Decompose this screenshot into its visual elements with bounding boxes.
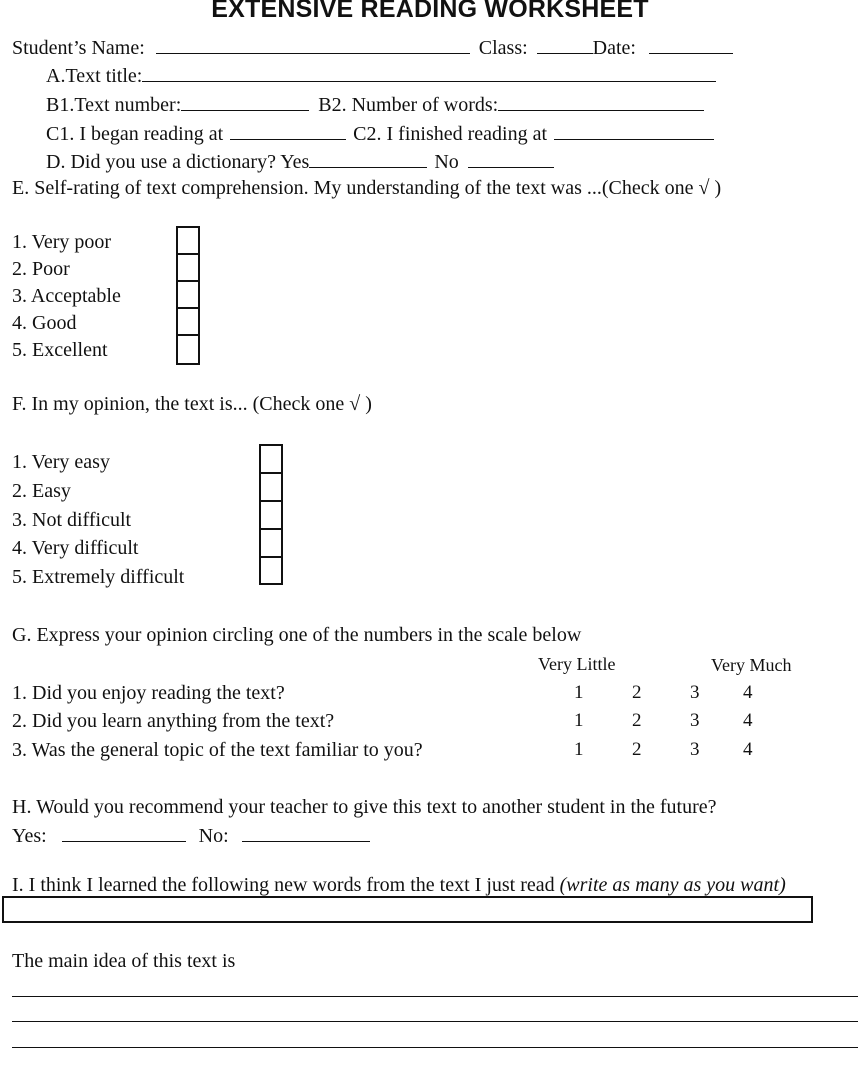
comprehension-checkbox[interactable] (176, 280, 200, 309)
began-reading-field[interactable] (230, 121, 346, 140)
section-i-prompt (12, 875, 786, 895)
recommend-yes-field[interactable] (62, 823, 186, 842)
date-label: Date: (592, 37, 636, 59)
text-number-row (46, 92, 704, 115)
recommend-no-field[interactable] (242, 823, 370, 842)
scale-number[interactable]: 4 (743, 710, 753, 731)
recommend-row (12, 823, 370, 846)
comprehension-checkbox[interactable] (176, 334, 200, 365)
recommend-no-label: No: (198, 825, 229, 847)
scale-high-label: Very Much (711, 655, 792, 675)
scale-number[interactable]: 4 (743, 739, 753, 760)
scale-number[interactable]: 1 (574, 739, 584, 760)
class-label: Class: (478, 37, 528, 59)
date-field[interactable] (649, 35, 733, 54)
difficulty-checkbox[interactable] (259, 556, 283, 585)
scale-number[interactable]: 1 (574, 682, 584, 703)
comprehension-option: 1. Very poor (12, 231, 112, 253)
opinion-question: 1. Did you enjoy reading the text? (12, 682, 285, 704)
dictionary-yes-label: D. Did you use a dictionary? Yes (46, 151, 310, 173)
difficulty-option: 4. Very difficult (12, 537, 139, 559)
scale-number[interactable]: 1 (574, 710, 584, 731)
dictionary-row (46, 149, 554, 172)
scale-number[interactable]: 2 (632, 682, 642, 703)
finished-reading-field[interactable] (554, 121, 714, 140)
scale-number[interactable]: 3 (690, 682, 700, 703)
student-info-row (12, 35, 733, 58)
text-number-field[interactable] (181, 92, 309, 111)
student-name-field[interactable] (156, 35, 470, 54)
comprehension-option: 3. Acceptable (12, 285, 121, 307)
class-field[interactable] (537, 35, 593, 54)
dictionary-yes-field[interactable] (309, 149, 427, 168)
word-count-field[interactable] (498, 92, 704, 111)
difficulty-checkbox[interactable] (259, 528, 283, 558)
text-title-row (46, 63, 716, 86)
section-h-question: H. Would you recommend your teacher to give this text to another student in the future? (12, 796, 717, 818)
new-words-input[interactable] (2, 896, 813, 923)
scale-low-label: Very Little (538, 654, 616, 674)
difficulty-option: 3. Not difficult (12, 509, 132, 531)
new-words-prompt: I. I think I learned the following new words from the text I just read (12, 874, 555, 896)
comprehension-checkbox[interactable] (176, 307, 200, 336)
word-count-label: B2. Number of words: (318, 94, 499, 116)
section-e-heading: E. Self-rating of text comprehension. My understanding of the text was ...(Check one √ ) (12, 177, 722, 199)
scale-number[interactable]: 2 (632, 739, 642, 760)
scale-number[interactable]: 3 (690, 739, 700, 760)
main-idea-line[interactable] (12, 1047, 858, 1048)
scale-number[interactable]: 3 (690, 710, 700, 731)
section-g-heading: G. Express your opinion circling one of the numbers in the scale below (12, 624, 582, 646)
difficulty-checkbox[interactable] (259, 444, 283, 474)
difficulty-option: 5. Extremely difficult (12, 566, 185, 588)
difficulty-checkbox[interactable] (259, 472, 283, 502)
difficulty-checkbox[interactable] (259, 500, 283, 530)
began-reading-label: C1. I began reading at (46, 123, 224, 145)
main-idea-line[interactable] (12, 996, 858, 997)
comprehension-option: 4. Good (12, 312, 77, 334)
scale-number[interactable]: 2 (632, 710, 642, 731)
difficulty-option: 2. Easy (12, 480, 71, 502)
text-title-field[interactable] (142, 63, 716, 82)
student-name-label: Student’s Name: (12, 37, 145, 59)
comprehension-option: 5. Excellent (12, 339, 108, 361)
dictionary-no-label: No (434, 151, 459, 173)
dictionary-no-field[interactable] (468, 149, 554, 168)
text-number-label: B1.Text number: (46, 94, 182, 116)
recommend-yes-label: Yes: (12, 825, 47, 847)
text-title-label: A.Text title: (46, 65, 143, 87)
opinion-question: 2. Did you learn anything from the text? (12, 710, 335, 732)
difficulty-option: 1. Very easy (12, 451, 110, 473)
comprehension-option: 2. Poor (12, 258, 70, 280)
new-words-note: (write as many as you want) (559, 874, 786, 896)
main-idea-line[interactable] (12, 1021, 858, 1022)
page-title: EXTENSIVE READING WORKSHEET (211, 0, 649, 23)
comprehension-checkbox[interactable] (176, 253, 200, 282)
comprehension-checkbox[interactable] (176, 226, 200, 255)
finished-reading-label: C2. I finished reading at (353, 123, 548, 145)
main-idea-label: The main idea of this text is (12, 950, 236, 972)
scale-number[interactable]: 4 (743, 682, 753, 703)
opinion-question: 3. Was the general topic of the text familiar to you? (12, 739, 423, 761)
reading-time-row (46, 121, 714, 144)
section-f-heading: F. In my opinion, the text is... (Check one √ ) (12, 393, 372, 415)
